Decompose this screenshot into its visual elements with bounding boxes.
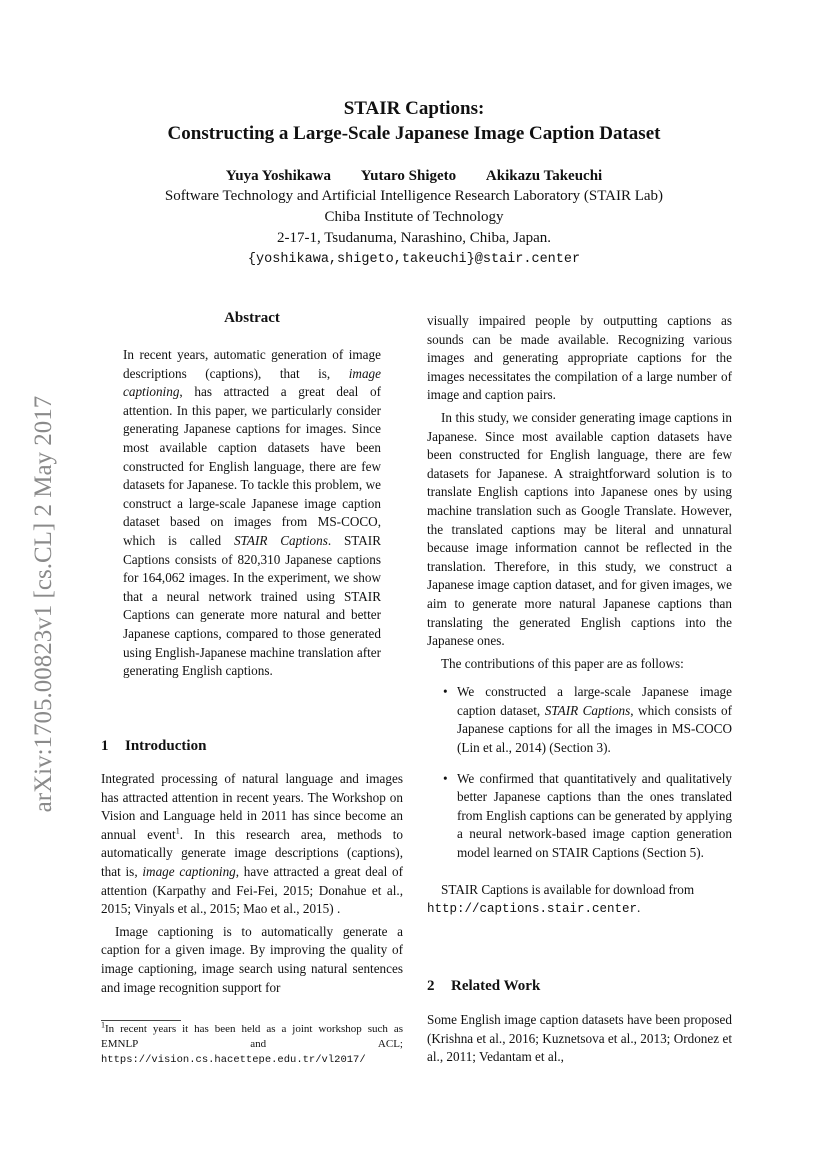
abstract-paragraph: In recent years, automatic generation of image descriptions (captions), that is, image captioning, has attracted a great deal of attention. In this paper, we particularly consider generating Japanese captions for images. Since most available caption datasets have been constructed for English language, there are few datasets for Japanese. To tackle this problem, we construct a large-scale Japanese image caption dataset based on images from MS-COCO, which is called STAIR Captions. STAIR Captions consists of 820,310 Japanese captions for 164,062 images. In the experiment, we show that a neural network trained using STAIR Captions can generate more natural and better Japanese captions, compared to those generated using English-Japanese machine translation after generating English captions.	[123, 347, 381, 679]
footnote-rule	[101, 1020, 181, 1021]
affiliation-address: 2-17-1, Tsudanuma, Narashino, Chiba, Japan.	[276, 230, 552, 246]
author-1: Yuya Yoshikawa	[225, 168, 331, 184]
affiliation-institute: Chiba Institute of Technology	[324, 209, 504, 225]
author-2: Yutaro Shigeto	[360, 168, 457, 184]
right-paragraph-2: In this study, we consider generating image captions in Japanese. Since most available caption datasets have been constructed for English language, there are few datasets for Japanese. A straightforward solution is to translate English captions into Japanese ones by using machine translation such as Google Translate. However, the translated captions may be literal and unnatural because image information cannot be reflected in the translation. Therefore, in this study, we construct a Japanese image caption dataset, and for given images, we aim to generate more natural Japanese captions than translating the generated English captions into the Japanese ones.	[427, 409, 732, 649]
abstract-body	[123, 346, 381, 681]
list-item: • We confirmed that quantitatively and qualitatively better Japanese captions than the ones translated from English captions can be generated by applying a neural network-based image caption generation model learned on STAIR Captions (Section 5).	[443, 770, 732, 861]
bullet-icon: •	[443, 684, 448, 700]
section-2-heading	[427, 978, 540, 995]
footnote-number: 1	[101, 1020, 105, 1030]
arxiv-stamp: arXiv:1705.00823v1 [cs.CL] 2 May 2017	[30, 395, 57, 813]
right-paragraph-3: The contributions of this paper are as follows:	[441, 655, 684, 671]
footnote	[101, 1022, 403, 1068]
author-3: Akikazu Takeuchi	[485, 168, 603, 184]
section-2-number: 2	[427, 978, 435, 994]
section-2-title: Related Work	[451, 978, 541, 994]
footnote-url[interactable]: https://vision.cs.hacettepe.edu.tr/vl2017/	[101, 1054, 366, 1066]
abstract-heading: Abstract	[224, 310, 280, 326]
related-work-body	[427, 1011, 732, 1067]
right-column	[427, 312, 732, 919]
download-url[interactable]: http://captions.stair.center	[427, 902, 638, 917]
affiliation-email: {yoshikawa,shigeto,takeuchi}@stair.center	[247, 252, 581, 267]
intro-paragraph-2: Image captioning is to automatically generate a caption for a given image. By improving the quality of image captioning, image search using natural sentences and image recognition support for	[101, 923, 403, 995]
footnote-marker: 1	[175, 826, 180, 836]
title-line-2: Constructing a Large-Scale Japanese Image Caption Dataset	[167, 123, 661, 144]
paper-title	[0, 96, 828, 146]
section-1-title: Introduction	[125, 738, 207, 754]
list-item: • We constructed a large-scale Japanese image caption dataset, STAIR Captions, which consists of Japanese captions for all the images in MS-COCO (Lin et al., 2014) (Section 3).	[443, 684, 733, 756]
right-paragraph-1: visually impaired people by outputting captions as sounds can be made available. Recognizing various images and generating appropriate captions for the images necessitates the compilation of a large number of image and caption pairs.	[427, 313, 732, 403]
section-1-number: 1	[101, 738, 109, 754]
bullet-icon: •	[443, 770, 448, 786]
contributions-list	[427, 683, 732, 862]
author-list	[0, 166, 828, 186]
title-line-1: STAIR Captions:	[343, 98, 485, 119]
affiliation-lab: Software Technology and Artificial Intelligence Research Laboratory (STAIR Lab)	[164, 188, 664, 204]
section-1-heading	[101, 738, 206, 755]
introduction-body	[101, 770, 403, 997]
availability-paragraph: STAIR Captions is available for download from http://captions.stair.center.	[427, 881, 695, 917]
related-paragraph-1: Some English image caption datasets have been proposed (Krishna et al., 2016; Kuznetsova et al., 2013; Ordonez et al., 2011; Vedantam et al.,	[427, 1012, 732, 1065]
footnote-text: In recent years it has been held as a joint workshop such as EMNLP and ACL;	[101, 1023, 403, 1050]
intro-paragraph-1: Integrated processing of natural language and images has attracted attention in recent years. The Workshop on Vision and Language held in 2011 has since become an annual event$^1$. In this research area, methods to automatically generate image descriptions (captions), that is, image captioning, have attracted a great deal of attention (Karpathy and Fei-Fei, 2015; Donahue et al., 2015; Vinyals et al., 2015; Mao et al., 2015) .	[101, 771, 403, 917]
affiliation	[0, 186, 828, 270]
